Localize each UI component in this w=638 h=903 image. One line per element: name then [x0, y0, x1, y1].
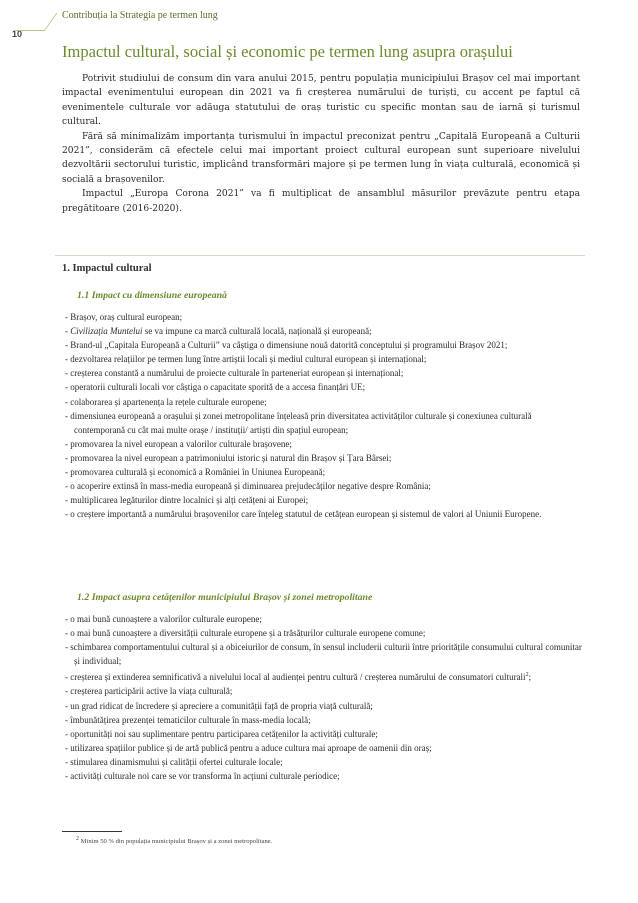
- subsection-title: 1.2 Impact asupra cetățenilor municipiului Brașov și zonei metropolitane: [77, 592, 373, 603]
- list-item: - Brașov, oraș cultural european;: [65, 312, 183, 322]
- header-decoration: [16, 13, 58, 31]
- list-item: - stimularea dinamismului și calității ofertei culturale locale;: [65, 756, 283, 767]
- list-item: [65, 324, 582, 338]
- footnote-text: Minim 50 % din populația municipiului Brașov și a zonei metropolitane.: [79, 838, 273, 846]
- running-header: Contribuția la Strategia pe termen lung: [62, 10, 218, 21]
- list-item-italic: Civilizația Muntelui: [70, 326, 143, 337]
- list-item: - promovarea la nivel european a patrimoniului istoric și natural din Brașov și Țara Bârsei;: [65, 452, 392, 463]
- list-item: - activități culturale noi care se vor transforma în acțiuni culturale periodice;: [65, 771, 340, 782]
- page-title: Impactul cultural, social și economic pe termen lung asupra orașului: [62, 42, 513, 61]
- intro-paragraph: Impactul „Europa Corona 2021” va fi multiplicat de ansamblul măsurilor prevăzute pentru etapa pregătitoare (2016-2020).: [62, 189, 580, 214]
- list-item: - o creștere importantă a numărului brașovenilor care înțeleg statutul de cetățean european și sistemul de valori al Uniunii Europene.: [65, 509, 542, 520]
- list-item: - o mai bună cunoaștere a diversității culturale europene și a trăsăturilor culturale europene comune;: [65, 628, 426, 639]
- footnote-ref: 2: [525, 672, 529, 679]
- list-item: [65, 668, 582, 684]
- list-item: - un grad ridicat de încredere și apreciere a comunității față de propria viață culturală;: [65, 700, 373, 711]
- bullet-list-citizens: [65, 612, 582, 783]
- list-item: - creșterea participării active la viața culturală;: [65, 686, 233, 697]
- intro-paragraph: Fără să minimalizăm importanța turismului în impactul preconizat pentru „Capitală Europeană a Culturii 2021”, considerăm că efectele celui mai important proiect cultural european sunt superioare nivelului dezvoltării sectorului turistic, implicând transformări majore și pe termen lung în viața culturală, economică și socială a brașovenilor.: [62, 131, 580, 185]
- list-item: - operatorii culturali locali vor câștiga o capacitate sporită de a accesa finanțări UE;: [65, 382, 366, 393]
- list-item: - creșterea constantă a numărului de proiecte culturale în parteneriat european și internațional;: [65, 368, 404, 379]
- list-item: - o mai bună cunoaștere a valorilor culturale europene;: [65, 614, 262, 624]
- section-divider: [55, 255, 585, 256]
- page-number: 10: [12, 29, 23, 39]
- intro-text: [62, 72, 580, 216]
- list-item: - dezvoltarea relațiilor pe termen lung între artiștii locali și mediul cultural european și internațional;: [65, 354, 427, 365]
- footnote-number: 2: [76, 836, 79, 842]
- list-item: - multiplicarea legăturilor dintre localnici și alți cetățeni ai Europei;: [65, 495, 309, 506]
- list-item: - dimensiunea europeană a orașului și zonei metropolitane înțeleasă prin diversitatea activităților culturale și conexiunea culturală contemporană cu cât mai multe orașe / instituții/ artiști din spațiul european;: [65, 410, 532, 435]
- list-item: - oportunități noi sau suplimentare pentru participarea cetățenilor la activități culturale;: [65, 728, 378, 739]
- footnote: [76, 836, 272, 845]
- list-item: - o acoperire extinsă în mass-media europeană și diminuarea prejudecăților negative despre România;: [65, 481, 431, 492]
- list-item-text: - creșterea și extinderea semnificativă a nivelului local al audienței pentru cultură / creșterea numărului de consumatori culturali: [65, 672, 526, 683]
- bullet-list-european: [65, 310, 582, 521]
- list-item: - îmbunătățirea prezenței tematicilor culturale în mass-media locală;: [65, 714, 311, 725]
- subsection-title: 1.1 Impact cu dimensiune europeană: [77, 290, 227, 301]
- intro-paragraph: Potrivit studiului de consum din vara anului 2015, pentru populația municipiului Brașov cel mai important impactal evenimentului european din 2021 va fi creșterea numărului de turiști, cu accent pe faptul că evenimentele culturale vor adăuga statutului de oraș turistic cu specific montan sau de iarnă și turismul cultural.: [62, 74, 580, 128]
- list-item-suffix: ;: [528, 672, 532, 683]
- list-item: - promovarea culturală și economică a României în Uniunea Europeană;: [65, 467, 326, 478]
- footnote-divider: [62, 831, 122, 832]
- list-item-prefix: -: [65, 326, 71, 337]
- section-title: 1. Impactul cultural: [62, 263, 152, 274]
- list-item: - utilizarea spațiilor publice și de artă publică pentru a aduce cultura mai aproape de oamenii din oraș;: [65, 742, 432, 753]
- list-item: - schimbarea comportamentului cultural și a obiceiurilor de consum, în sensul includerii culturii între prioritățile consumului cultural comunitar și individual;: [65, 642, 582, 667]
- list-item: - promovarea la nivel european a valorilor culturale brașovene;: [65, 438, 292, 449]
- list-item: - colaborarea și apartenența la rețele culturale europene;: [65, 396, 267, 407]
- list-item: - Brand-ul „Capitala Europeană a Culturii” va câștiga o dimensiune nouă datorită conceptului și programului Brașov 2021;: [65, 340, 508, 351]
- list-item-text: se va impune ca marcă culturală locală, națională și europeană;: [144, 326, 372, 337]
